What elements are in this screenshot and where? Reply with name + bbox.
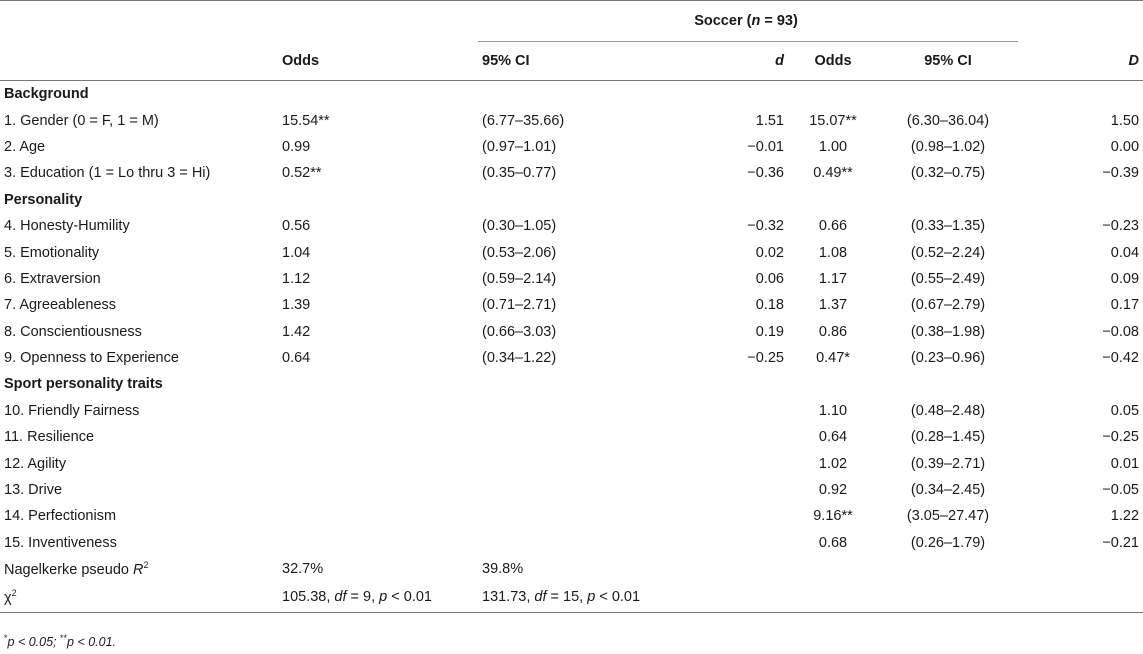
ci-model-2: (0.26–1.79) <box>910 534 986 551</box>
table-row <box>0 292 1143 318</box>
nagelkerke-row <box>0 556 1143 582</box>
odds-model-2: 1.08 <box>818 244 848 261</box>
table-row <box>0 319 1143 345</box>
ci-model-1: (6.77–35.66) <box>482 112 565 129</box>
d-model-2: −0.42 <box>1102 350 1140 367</box>
odds-model-2: 1.10 <box>818 402 848 419</box>
ci-model-1 <box>478 424 633 450</box>
row-label: 10. Friendly Fairness <box>4 402 140 419</box>
ci-model-2: (0.67–2.79) <box>910 297 986 314</box>
d-model-2: −0.05 <box>1102 482 1140 499</box>
odds-model-1: 1.39 <box>282 297 311 314</box>
row-label: 6. Extraversion <box>4 270 101 287</box>
table-footnote: *p < 0.05; **p < 0.01. <box>4 633 117 650</box>
chi-square-label: $\chi^2$ <box>0 582 278 612</box>
ci-model-1: (0.97–1.01) <box>482 138 557 155</box>
nagelkerke-label: Nagelkerke pseudo $R^2$ <box>4 560 149 579</box>
d-model-1 <box>633 450 788 476</box>
odds-model-1 <box>278 503 478 529</box>
table-row <box>0 503 1143 529</box>
table-row <box>0 530 1143 556</box>
odds-model-2: 9.16** <box>813 508 853 525</box>
col-header-odds-2: Odds <box>788 42 878 81</box>
ci-model-2: (0.28–1.45) <box>910 429 986 446</box>
d-model-1: 0.02 <box>755 244 784 261</box>
col-header-d-2: D <box>1018 42 1143 81</box>
odds-model-1 <box>278 530 478 556</box>
odds-model-1: 1.42 <box>282 323 311 340</box>
table-row <box>0 239 1143 265</box>
row-label: 8. Conscientiousness <box>4 323 142 340</box>
d-model-1 <box>633 503 788 529</box>
table-row <box>0 107 1143 133</box>
table-row <box>0 213 1143 239</box>
odds-model-1 <box>278 450 478 476</box>
table-row <box>0 398 1143 424</box>
section-header-row <box>0 371 1143 397</box>
col-header-ci-2: 95% CI <box>878 42 1018 81</box>
ci-model-1: (0.66–3.03) <box>482 323 557 340</box>
table-row <box>0 424 1143 450</box>
ci-model-1: (0.71–2.71) <box>482 297 557 314</box>
ci-model-2: (0.23–0.96) <box>910 350 986 367</box>
d-model-2: 0.09 <box>1110 270 1140 287</box>
d-model-1: 0.06 <box>755 270 784 287</box>
odds-model-2: 0.49** <box>813 165 853 182</box>
d-model-2: −0.39 <box>1102 165 1140 182</box>
row-label: 9. Openness to Experience <box>4 350 179 367</box>
table-body <box>0 81 1143 557</box>
odds-model-2: 15.07** <box>809 112 857 129</box>
column-header-row <box>0 42 1143 81</box>
odds-model-2: 1.37 <box>818 297 848 314</box>
odds-model-1 <box>278 477 478 503</box>
d-model-2: 0.04 <box>1110 244 1140 261</box>
ci-model-2: (6.30–36.04) <box>906 112 990 129</box>
ci-model-1: (0.34–1.22) <box>482 350 557 367</box>
d-model-2: −0.21 <box>1102 534 1140 551</box>
soccer-group-header: Soccer (n = 93) <box>478 1 1018 42</box>
row-label: 1. Gender (0 = F, 1 = M) <box>4 112 159 129</box>
row-label: 4. Honesty-Humility <box>4 218 130 235</box>
chi-square-model-1: 105.38, df = 9, p < 0.01 <box>278 582 478 612</box>
d-model-2: −0.25 <box>1102 429 1140 446</box>
d-model-1: 1.51 <box>755 112 784 129</box>
chi-square-model-2: 131.73, df = 15, p < 0.01 <box>478 582 788 612</box>
ci-model-2: (0.38–1.98) <box>910 323 986 340</box>
ci-model-1: (0.59–2.14) <box>482 270 557 287</box>
d-model-2: 0.01 <box>1110 455 1140 472</box>
ci-model-2: (0.48–2.48) <box>910 402 986 419</box>
row-label: 5. Emotionality <box>4 244 100 261</box>
ci-model-1 <box>478 450 633 476</box>
table-row <box>0 477 1143 503</box>
odds-model-2: 1.00 <box>818 138 848 155</box>
d-model-1: 0.19 <box>755 323 784 340</box>
odds-model-1 <box>278 424 478 450</box>
odds-model-1: 0.64 <box>282 350 311 367</box>
row-label: 7. Agreeableness <box>4 297 117 314</box>
section-title: Sport personality traits <box>4 376 163 393</box>
ci-model-2: (0.98–1.02) <box>910 138 986 155</box>
odds-model-1: 15.54** <box>282 112 330 129</box>
table-row <box>0 450 1143 476</box>
d-model-1: −0.25 <box>747 350 784 367</box>
ci-model-1: (0.35–0.77) <box>482 165 557 182</box>
d-model-2: 0.00 <box>1110 138 1140 155</box>
d-model-1 <box>633 424 788 450</box>
d-model-1 <box>633 477 788 503</box>
row-label: 15. Inventiveness <box>4 534 117 551</box>
group-header-row <box>0 1 1143 42</box>
nagelkerke-model-1: 32.7% <box>282 561 324 578</box>
row-label: 13. Drive <box>4 482 63 499</box>
table-row <box>0 345 1143 371</box>
ci-model-2: (3.05–27.47) <box>906 508 990 525</box>
odds-model-2: 0.64 <box>818 429 848 446</box>
ci-model-1 <box>478 477 633 503</box>
odds-model-2: 1.02 <box>818 455 848 472</box>
ci-model-1: (0.53–2.06) <box>482 244 557 261</box>
table-row <box>0 160 1143 186</box>
d-model-1: −0.36 <box>747 165 784 182</box>
table-row <box>0 266 1143 292</box>
row-label: 14. Perfectionism <box>4 508 117 525</box>
col-header-ci-1: 95% CI <box>478 42 633 81</box>
col-header-odds-1: Odds <box>278 42 478 81</box>
ci-model-2: (0.33–1.35) <box>910 218 986 235</box>
odds-model-2: 0.92 <box>818 482 848 499</box>
odds-model-1: 0.56 <box>282 218 311 235</box>
odds-model-2: 0.47* <box>816 350 850 367</box>
odds-model-2: 0.86 <box>818 323 848 340</box>
table-summary <box>0 556 1143 612</box>
section-title: Personality <box>4 191 83 208</box>
odds-model-2: 0.68 <box>818 534 848 551</box>
row-label: 2. Age <box>4 138 46 155</box>
odds-model-1 <box>278 398 478 424</box>
odds-model-1: 1.04 <box>282 244 311 261</box>
odds-model-1: 0.99 <box>282 138 311 155</box>
d-model-2: 0.17 <box>1110 297 1140 314</box>
d-model-1 <box>633 530 788 556</box>
ci-model-2: (0.32–0.75) <box>910 165 986 182</box>
ci-model-1 <box>478 398 633 424</box>
d-model-1: −0.01 <box>747 138 784 155</box>
table-row <box>0 134 1143 160</box>
ci-model-2: (0.39–2.71) <box>910 455 986 472</box>
section-header-row <box>0 187 1143 213</box>
chi-square-row <box>0 582 1143 612</box>
section-header-row <box>0 81 1143 108</box>
d-model-2: 0.05 <box>1110 402 1140 419</box>
d-model-2: −0.23 <box>1102 218 1140 235</box>
odds-model-1: 0.52** <box>282 165 322 182</box>
ci-model-2: (0.34–2.45) <box>910 482 986 499</box>
ci-model-2: (0.52–2.24) <box>910 244 986 261</box>
d-model-1: 0.18 <box>755 297 784 314</box>
odds-model-2: 0.66 <box>818 218 848 235</box>
ci-model-1 <box>478 503 633 529</box>
d-model-2: −0.08 <box>1102 323 1140 340</box>
col-header-d-1: d <box>633 42 788 81</box>
ci-model-1: (0.30–1.05) <box>482 218 557 235</box>
section-title: Background <box>4 86 89 103</box>
ci-model-2: (0.55–2.49) <box>910 270 986 287</box>
odds-model-2: 1.17 <box>818 270 848 287</box>
d-model-1 <box>633 398 788 424</box>
row-label: 3. Education (1 = Lo thru 3 = Hi) <box>4 165 211 182</box>
ci-model-1 <box>478 530 633 556</box>
row-label: 12. Agility <box>4 455 67 472</box>
d-model-1: −0.32 <box>747 218 784 235</box>
odds-model-1: 1.12 <box>282 270 311 287</box>
d-model-2: 1.50 <box>1110 112 1140 129</box>
row-label: 11. Resilience <box>4 429 95 446</box>
d-model-2: 1.22 <box>1110 508 1140 525</box>
nagelkerke-model-2: 39.8% <box>482 561 524 578</box>
